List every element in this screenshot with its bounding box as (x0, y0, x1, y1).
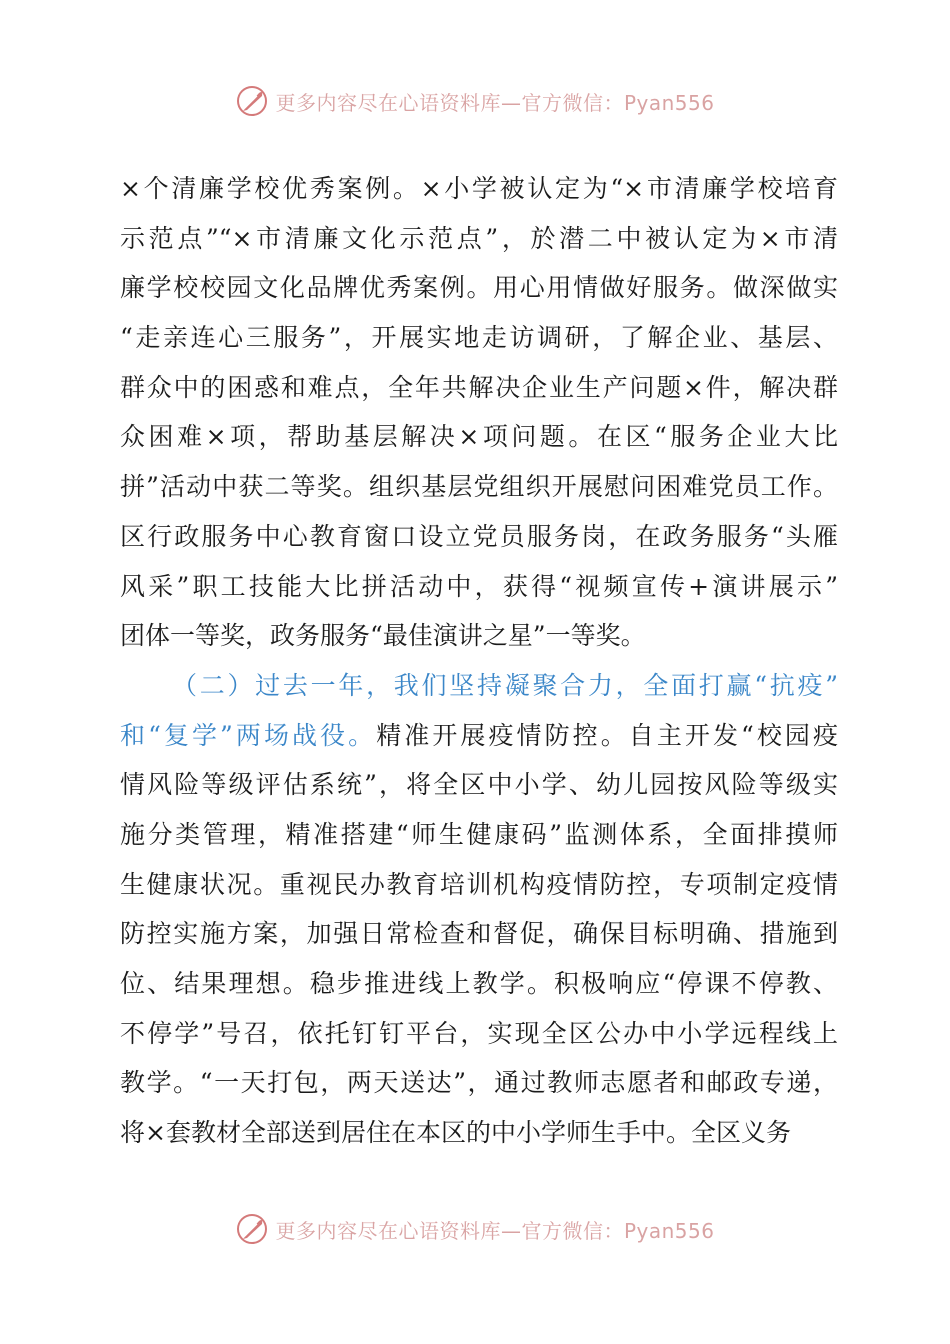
text-line: 防控实施方案，加强日常检查和督促，确保目标明确、措施到 (120, 919, 838, 949)
text-line: 廉学校校园文化品牌优秀案例。用心用情做好服务。做深做实 (120, 273, 838, 303)
text-line: 不停学”号召，依托钉钉平台，实现全区公办中小学远程线上 (120, 1018, 838, 1048)
feather-pen-logo-icon (235, 1212, 269, 1246)
text-line: 施分类管理，精准搭建“师生健康码”监测体系，全面排摸师 (120, 819, 838, 849)
document-body (120, 164, 838, 1158)
text-line: 位、结果理想。稳步推进线上教学。积极响应“停课不停教、 (120, 969, 838, 998)
footer-watermark (0, 1212, 950, 1246)
text-line: 情风险等级评估系统”，将全区中小学、幼儿园按风险等级实 (120, 770, 838, 800)
text-line: ×个清廉学校优秀案例。×小学被认定为“×市清廉学校培育 (120, 174, 838, 203)
text-line: 拼”活动中获二等奖。组织基层党组织开展慰问困难党员工作。 (120, 472, 838, 502)
text-line: 团体一等奖，政务服务“最佳演讲之星”一等奖。 (120, 621, 646, 651)
paragraph-service (120, 164, 838, 661)
text-line: 群众中的困惑和难点，全年共解决企业生产问题×件，解决群 (120, 372, 838, 402)
text-line: 将×套教材全部送到居住在本区的中小学师生手中。全区义务 (120, 1118, 791, 1148)
section-heading: （二）过去一年，我们坚持凝聚合力，全面打赢“抗疫” (172, 670, 838, 700)
watermark-text: 更多内容尽在心语资料库—官方微信：Pyan556 (275, 90, 715, 115)
feather-pen-logo-icon (235, 84, 269, 118)
text-line: 众困难×项，帮助基层解决×项问题。在区“服务企业大比 (120, 422, 838, 452)
text-line: “走亲连心三服务”，开展实地走访调研，了解企业、基层、 (120, 323, 838, 353)
header-watermark (0, 84, 950, 118)
text-line: 生健康状况。重视民办教育培训机构疫情防控，专项制定疫情 (120, 869, 838, 899)
text-line: 区行政服务中心教育窗口设立党员服务岗，在政务服务“头雁 (120, 521, 838, 551)
text-span: 精准开展疫情防控。自主开发“校园疫 (376, 720, 838, 750)
text-line: 教学。“一天打包，两天送达”，通过教师志愿者和邮政专递， (120, 1068, 838, 1098)
paragraph-epidemic (120, 661, 838, 1158)
text-line: 风采”职工技能大比拼活动中，获得“视频宣传+演讲展示” (120, 571, 838, 601)
watermark-text: 更多内容尽在心语资料库—官方微信：Pyan556 (275, 1218, 715, 1243)
text-line: 示范点”“×市清廉文化示范点”，於潜二中被认定为×市清 (120, 223, 838, 253)
section-heading-end: 和“复学”两场战役。 (120, 720, 377, 750)
text-line (120, 711, 838, 761)
